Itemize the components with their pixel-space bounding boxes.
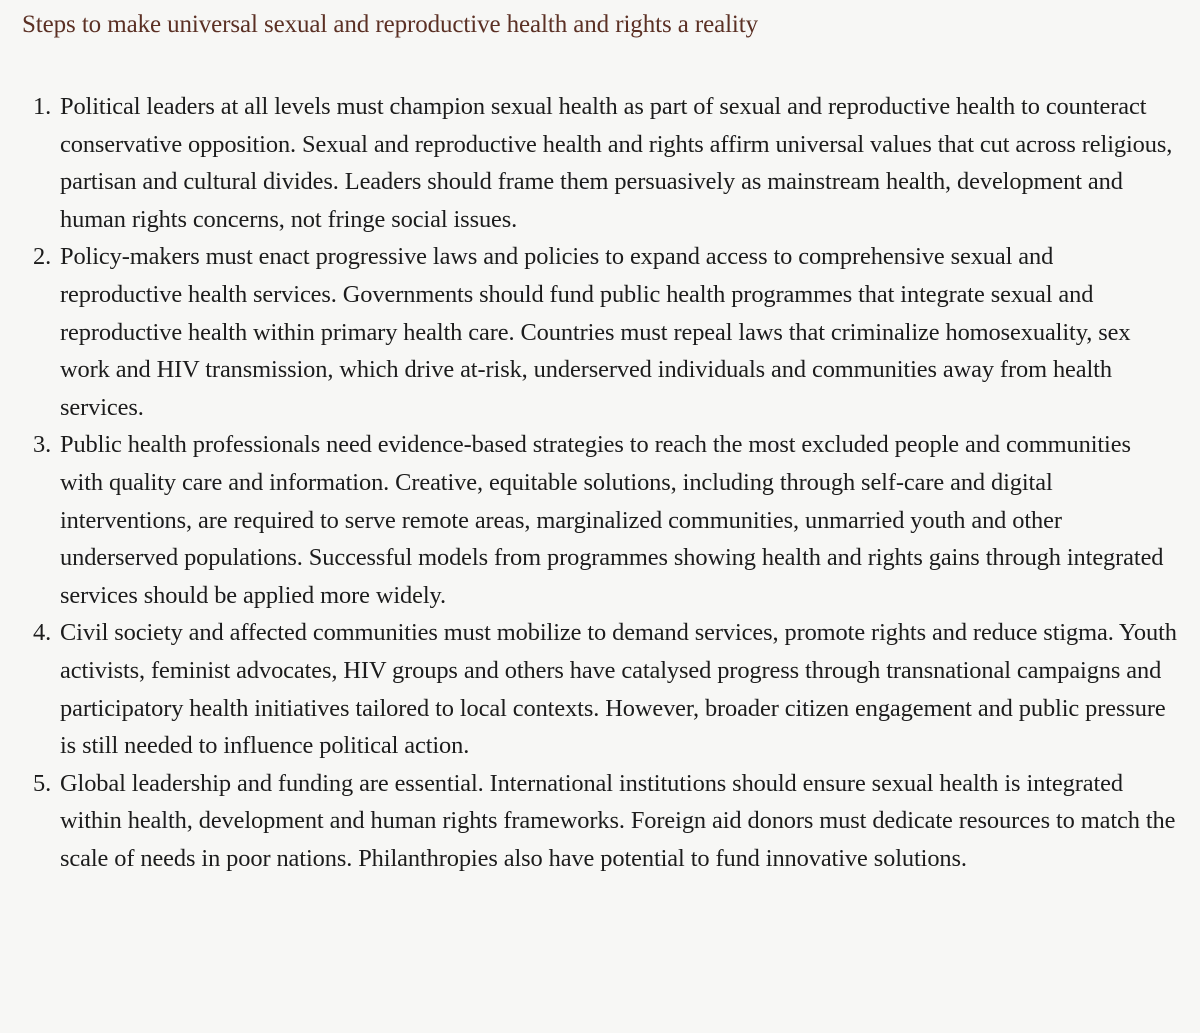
step-number: 5. xyxy=(33,769,52,797)
document-title: Steps to make universal sexual and reproductive health and rights a reality xyxy=(22,11,759,38)
step-text: Civil society and affected communities must mobilize to demand services, promote rights and reduce stigma. Youth activists, feminist advocates, HIV groups and others have catalysed progress through transnational campaigns and participatory health initiatives tailored to local contexts. However, broader citizen engagement and public pressure is still needed to influence political action. xyxy=(60,619,1177,760)
step-text: Public health professionals need evidence-based strategies to reach the most excluded people and communities with quality care and information. Creative, equitable solutions, including through self-care and digital interventions, are required to serve remote areas, marginalized communities, unmarried youth and other underserved populations. Successful models from programmes showing health and rights gains through integrated services should be applied more widely. xyxy=(60,431,1164,609)
step-number: 3. xyxy=(33,431,52,459)
step-text: Global leadership and funding are essential. International institutions should ensure sexual health is integrated within health, development and human rights frameworks. Foreign aid donors must dedicate resources to match the scale of needs in poor nations. Philanthropies also have potential to fund innovative solutions. xyxy=(60,769,1176,872)
list-item-step-5 xyxy=(22,765,1178,878)
step-text: Political leaders at all levels must champion sexual health as part of sexual and reproductive health to counteract conservative opposition. Sexual and reproductive health and rights affirm universal values that cut across religious, partisan and cultural divides. Leaders should frame them persuasively as mainstream health, development and human rights concerns, not fringe social issues. xyxy=(60,93,1173,233)
list-item-step-4 xyxy=(22,614,1178,764)
list-item-step-1 xyxy=(22,88,1178,238)
step-number: 1. xyxy=(33,93,52,120)
step-number: 2. xyxy=(33,243,52,271)
steps-list xyxy=(22,88,1178,877)
list-item-step-2 xyxy=(22,238,1178,426)
list-item-step-3 xyxy=(22,426,1178,614)
step-number: 4. xyxy=(33,619,52,647)
step-text: Policy-makers must enact progressive laws and policies to expand access to comprehensive sexual and reproductive health services. Governments should fund public health programmes that integrate sexual and reproductive health within primary health care. Countries must repeal laws that criminalize homosexuality, sex work and HIV transmission, which drive at-risk, underserved individuals and communities away from health services. xyxy=(60,243,1131,421)
